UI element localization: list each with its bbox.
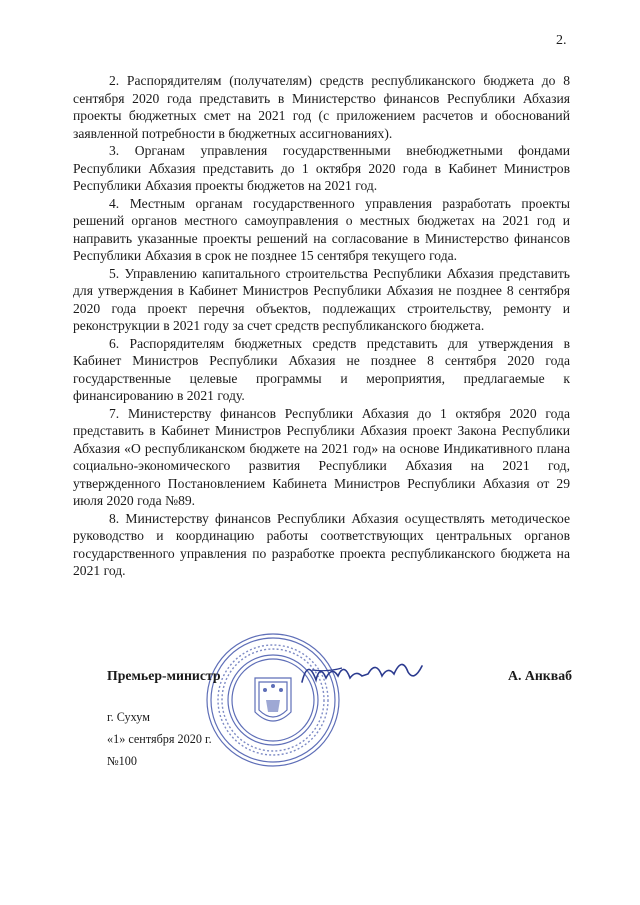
document-footer	[107, 706, 212, 772]
paragraph-3: 3. Органам управления государственными внебюджетными фондами Республики Абхазия представить до 1 октября 2020 года в Кабинет Министров Республики Абхазия проекты бюджетов на 2021 год.	[73, 143, 570, 193]
official-seal	[203, 630, 343, 770]
document-number: №100	[107, 754, 137, 768]
paragraph-2: 2. Распорядителям (получателям) средств республиканского бюджета до 8 сентября 2020 года представить в Министерство финансов Республики Абхазия проекты бюджетных смет на 2021 год (с приложением расчетов и обоснований заявленной потребности в бюджетных ассигнованиях).	[73, 73, 570, 141]
signature-row	[107, 668, 572, 688]
paragraph-8: 8. Министерству финансов Республики Абхазия осуществлять методическое руководство и координацию работы соответствующих центральных органов государственного управления по разработке проекта республиканского бюджета на 2021 год.	[73, 510, 570, 578]
paragraph-6: 6. Распорядителям бюджетных средств представить для утверждения в Кабинет Министров Республики Абхазия не позднее 8 сентября 2020 года государственные целевые программы и мероприятия, предлагаемые к финансированию в 2021 году.	[73, 335, 570, 403]
paragraph-4: 4. Местным органам государственного управления разработать проекты решений органов местного самоуправления о местных бюджетах на 2021 год и направить указанные проекты решений на согласование в Министерство финансов Республики Абхазия в срок не позднее 15 сентября текущего года.	[73, 195, 570, 263]
signatory-title: Премьер-министр	[107, 668, 221, 683]
page-number: 2.	[556, 33, 567, 48]
issue-date: «1» сентября 2020 г.	[107, 732, 212, 746]
paragraph-5: 5. Управлению капитального строительства Республики Абхазия представить для утверждения в Кабинет Министров Республики Абхазия не позднее 8 сентября 2020 года проект перечня объектов, подлежащих строительству, ремонту и реконструкции в 2021 году за счет средств республиканского бюджета.	[73, 265, 570, 333]
document-body	[73, 72, 570, 580]
signatory-name: А. Анкваб	[508, 668, 572, 683]
place-of-issue: г. Сухум	[107, 710, 150, 724]
paragraph-7: 7. Министерству финансов Республики Абхазия до 1 октября 2020 года представить в Кабинет Министров Республики Абхазия проект Закона Республики Абхазия «О республиканском бюджете на 2021 год» на основе Индикативного плана социально-экономического развития Республики Абхазия на 2021 год, утвержденного Постановлением Кабинета Министров Республики Абхазия от 29 июля 2020 года №89.	[73, 405, 570, 508]
